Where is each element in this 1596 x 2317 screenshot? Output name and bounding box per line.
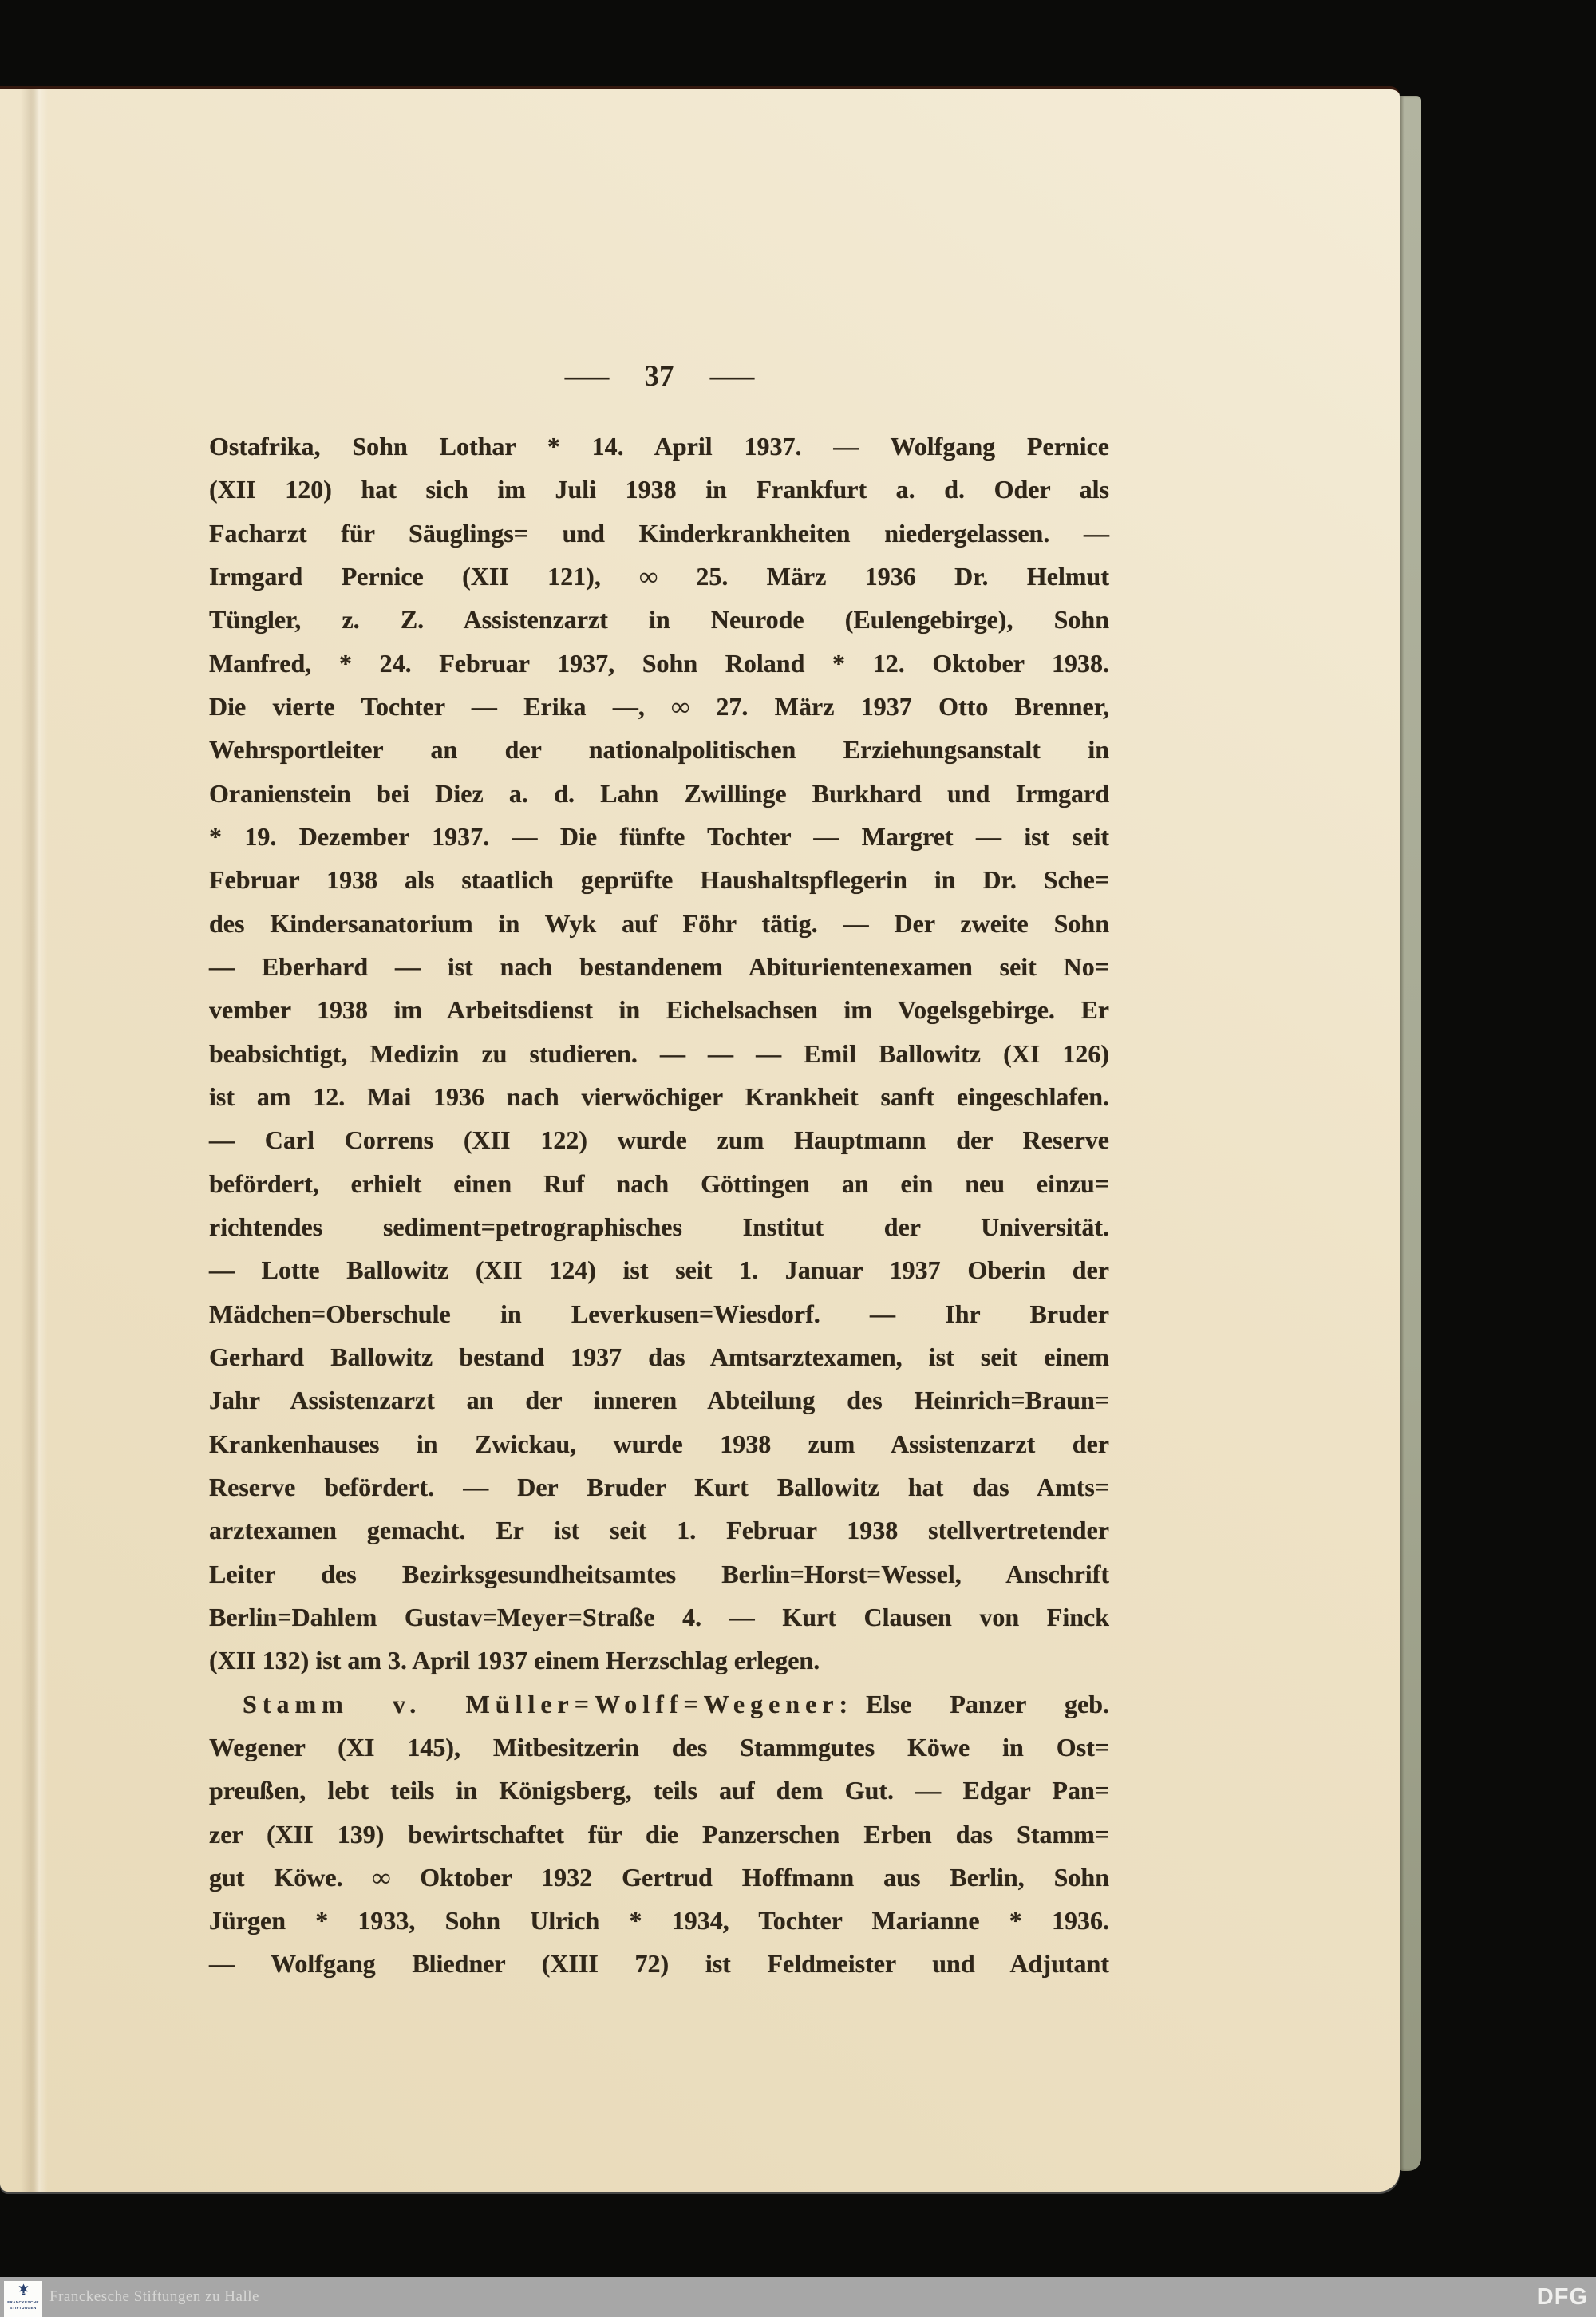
franckesche-emblem-icon (17, 2283, 30, 2299)
text-line: Ostafrika, Sohn Lothar * 14. April 1937. — Wolfgang Pernice (209, 432, 1109, 461)
text-line: Berlin=Dahlem Gustav=Meyer=Straße 4. — Kurt Clausen von Finck (209, 1602, 1109, 1631)
text-line: zer (XII 139) bewirtschaftet für die Panzerschen Erben das Stamm= (209, 1819, 1109, 1848)
text-line: Oranienstein bei Diez a. d. Lahn Zwillinge Burkhard und Irmgard (209, 778, 1109, 808)
text-line: vember 1938 im Arbeitsdienst in Eichelsachsen im Vogelsgebirge. Er (209, 995, 1109, 1025)
viewer-footer-bar (0, 2277, 1596, 2317)
text-line: (XII 120) hat sich im Juli 1938 in Frankfurt a. d. Oder als (209, 475, 1109, 504)
franckesche-logo (4, 2281, 42, 2317)
text-line: Wehrsportleiter an der nationalpolitischen Erziehungsanstalt in (209, 735, 1109, 765)
text-line: Irmgard Pernice (XII 121), ∞ 25. März 1936 Dr. Helmut (209, 561, 1109, 591)
text-line: des Kindersanatorium in Wyk auf Föhr tätig. — Der zweite Sohn (209, 908, 1109, 938)
book-fore-edge (1400, 96, 1421, 2171)
book-page-scan (0, 86, 1400, 2192)
institution-label: Franckesche Stiftungen zu Halle (49, 2288, 259, 2305)
text-line: — Carl Correns (XII 122) wurde zum Hauptmann der Reserve (209, 1125, 1109, 1155)
text-line: Krankenhauses in Zwickau, wurde 1938 zum Assistenzarzt der (209, 1429, 1109, 1458)
text-line: Jahr Assistenzarzt an der inneren Abteilung des Heinrich=Braun= (209, 1386, 1109, 1415)
text-line: Leiter des Bezirksgesundheitsamtes Berlin=Horst=Wessel, Anschrift (209, 1559, 1109, 1588)
text-line: * 19. Dezember 1937. — Die fünfte Tochter — Margret — ist seit (209, 821, 1109, 851)
text-line: Jürgen * 1933, Sohn Ulrich * 1934, Tochter Marianne * 1936. (209, 1906, 1109, 1935)
text-line: Mädchen=Oberschule in Leverkusen=Wiesdorf. — Ihr Bruder (209, 1299, 1109, 1328)
text-line: ist am 12. Mai 1936 nach vierwöchiger Krankheit sanft eingeschlafen. (209, 1081, 1109, 1111)
franckesche-logo-line1: FRANCKESCHE (7, 2300, 39, 2304)
body-text (209, 425, 1109, 1986)
dfg-logo: DFG (1536, 2284, 1588, 2310)
text-line: Februar 1938 als staatlich geprüfte Haushaltspflegerin in Dr. Sche= (209, 865, 1109, 895)
text-line: Wegener (XI 145), Mitbesitzerin des Stammgutes Köwe in Ost= (209, 1732, 1109, 1761)
stamm-name-spaced: Stamm v. Müller=Wolff=Wegener: (243, 1689, 854, 1718)
page-crease (21, 89, 48, 2192)
text-line: Gerhard Ballowitz bestand 1937 das Amtsarztexamen, ist seit einem (209, 1342, 1109, 1371)
text-line: gut Köwe. ∞ Oktober 1932 Gertrud Hoffmann aus Berlin, Sohn (209, 1862, 1109, 1892)
page-number-header (209, 359, 1109, 393)
text-line: befördert, erhielt einen Ruf nach Göttingen an ein neu einzu= (209, 1168, 1109, 1198)
text-line: (XII 132) ist am 3. April 1937 einem Herzschlag erlegen. (209, 1646, 820, 1675)
page-number: 37 (644, 360, 674, 393)
stamm-rest: Else Panzer geb. (866, 1689, 1110, 1718)
text-line: Manfred, * 24. Februar 1937, Sohn Roland * 12. Oktober 1938. (209, 648, 1109, 678)
text-line: Tüngler, z. Z. Assistenzarzt in Neurode (Eulengebirge), Sohn (209, 605, 1109, 635)
text-line-stamm-heading (209, 1682, 1109, 1726)
franckesche-logo-line2: STIFTUNGEN (10, 2305, 37, 2310)
text-line: preußen, lebt teils in Königsberg, teils auf dem Gut. — Edgar Pan= (209, 1776, 1109, 1805)
text-line: arztexamen gemacht. Er ist seit 1. Februar 1938 stellvertretender (209, 1516, 1109, 1545)
header-left-dash: — (564, 360, 609, 393)
text-line: Die vierte Tochter — Erika —, ∞ 27. März 1937 Otto Brenner, (209, 691, 1109, 721)
text-line: Reserve befördert. — Der Bruder Kurt Ballowitz hat das Amts= (209, 1472, 1109, 1501)
text-line: Facharzt für Säuglings= und Kinderkrankheiten niedergelassen. — (209, 518, 1109, 548)
text-line: — Lotte Ballowitz (XII 124) ist seit 1. Januar 1937 Oberin der (209, 1255, 1109, 1285)
text-line: — Eberhard — ist nach bestandenem Abiturientenexamen seit No= (209, 951, 1109, 981)
text-line: — Wolfgang Bliedner (XIII 72) ist Feldmeister und Adjutant (209, 1949, 1109, 1979)
header-right-dash: — (709, 360, 754, 393)
text-line: richtendes sediment=petrographisches Institut der Universität. (209, 1212, 1109, 1241)
text-line: beabsichtigt, Medizin zu studieren. — — — Emil Ballowitz (XI 126) (209, 1038, 1109, 1068)
